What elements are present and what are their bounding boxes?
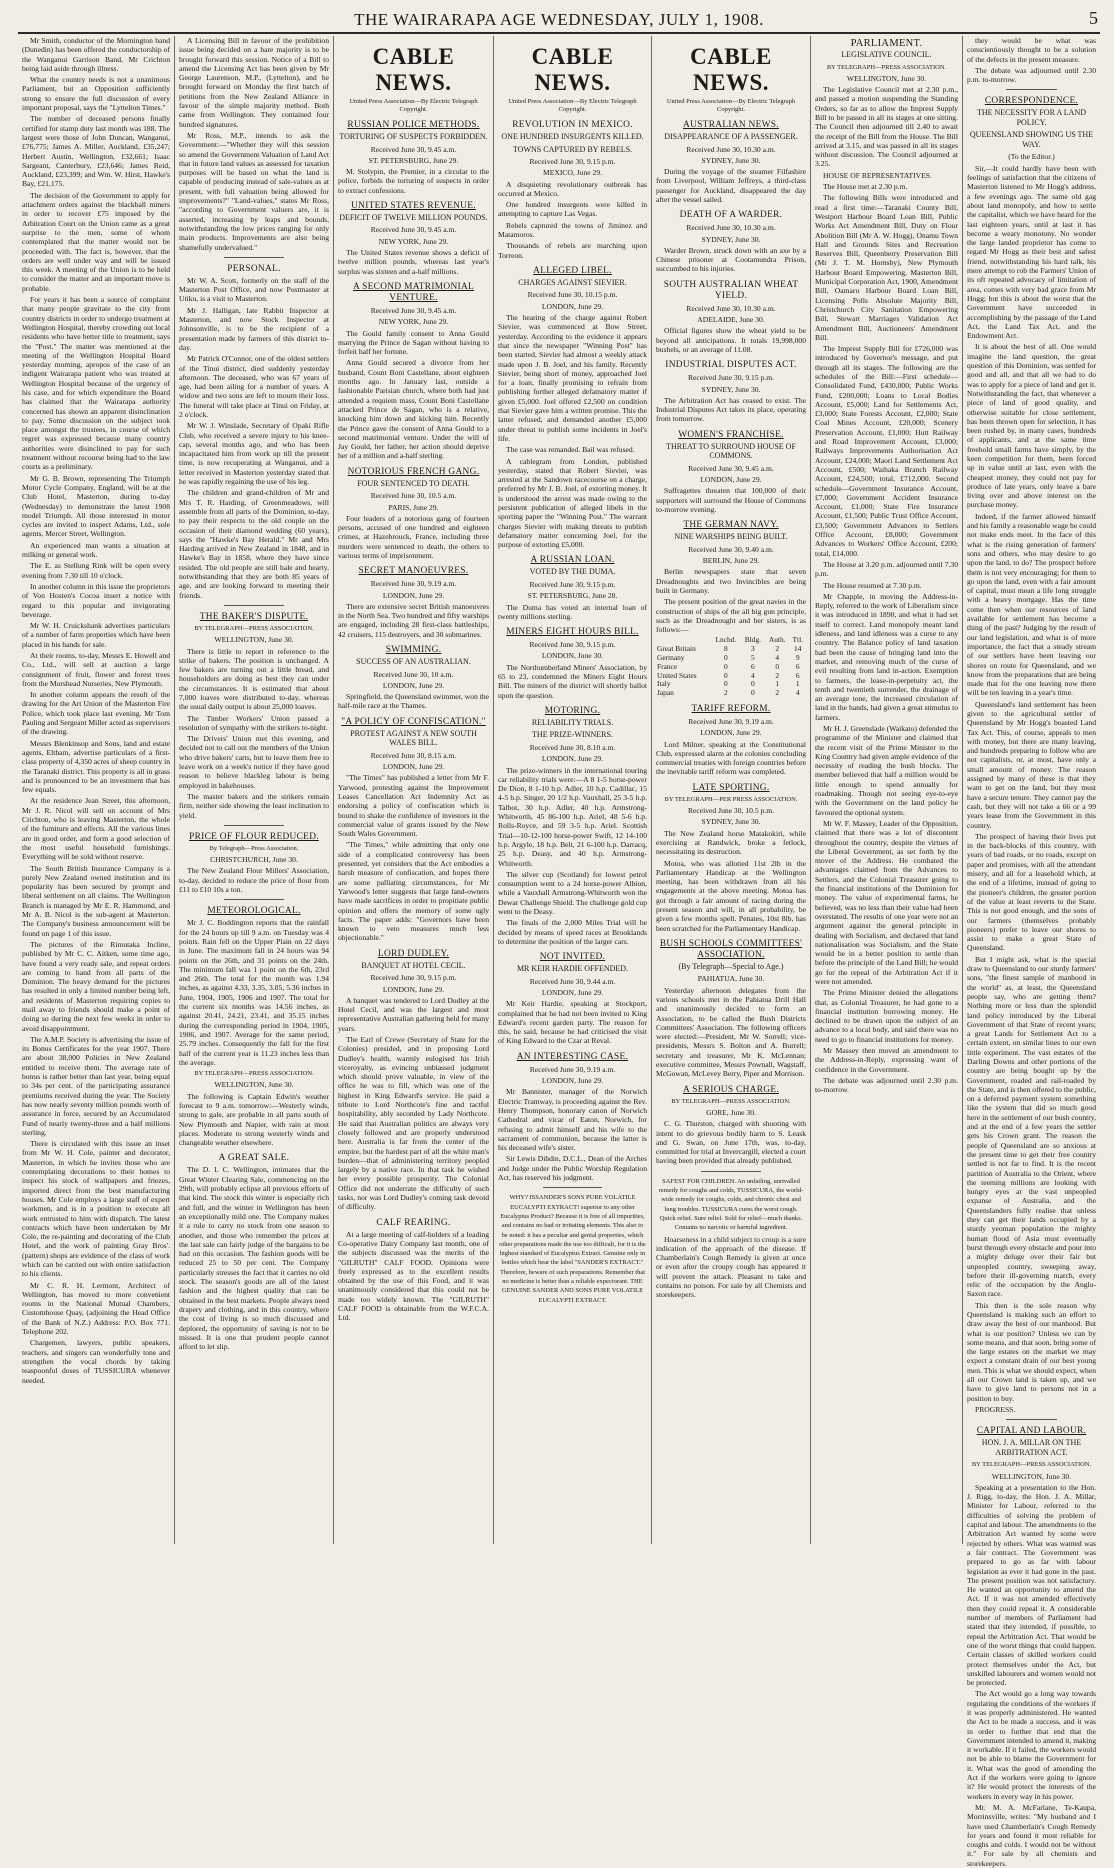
dateline: LONDON, June 29. — [700, 475, 762, 485]
story-body: Yesterday afternoon delegates from the various schools met in the Pahiatua Drill Hall and unanimously decided to form an Association, to be called the Bush Districts Committees' Association. The following officers were elected:—President, Mr W. Sorrell; vice-presidents, Messrs S. Bolton and A. Burrell; secretary and treasurer, Mr K. McLennan; executive committee, Messrs Pownall, Wagstaff, McGowan, McLevey Berry, Piper and Morrison. — [656, 985, 806, 1079]
separator — [1006, 1419, 1058, 1420]
dateline: ST. PETERSBURG, June 29. — [368, 155, 459, 165]
paragraph: The Imprest Supply Bill for £726,000 was introduced by Governor's message, and put through all its stages. The following are the schedules of the Bill:—First schedule—Consolidated Fund, £430,000; Public Works Fund, £200,000; Loans to Local Bodies Account, £5,000; Land for Settlements Act, £3,000; State Forests Account, £2,000; State Coal Mines Account, £20,000; Scenery Preservation Account, £1,000; Hutt Railway and Road Improvement Account, £3,000; Railways Improvements Authorisation Act Account, £24,000; Maori Land Settlement Act Account, £500; Waihaka Branch Railway Account, £24,500; total, £712,000. Second schedule—Government Insurance Account, £7,000; Government Accident Insurance Account, £1,000; State Fire Insurance Account, £1,500; Public Trust Office Account, £3,500; Government Advances to Settlers Office Account, £8,000; Government Advances to Workers' Office Account, £200; total, £14,000. — [815, 344, 958, 558]
paragraph: The case was remanded. Bail was refused. — [506, 445, 635, 455]
matrimonial-heading: A SECOND MATRIMONIAL VENTURE. — [352, 281, 475, 303]
paragraph: HOUSE OF REPRESENTATIVES. — [823, 170, 932, 180]
story-body: During the voyage of the steamer Filfashire from Liverpool, William Jeffreys, a third-class passenger for Auckland, disappeared the day after the vessel sailed. — [656, 167, 806, 204]
capital-labour-heading: CAPITAL AND LABOUR. — [976, 1426, 1087, 1437]
parliament-paragraphs — [815, 85, 958, 1094]
russian-police-subheading: TORTURING OF SUSPECTS FORBIDDEN. — [339, 132, 488, 141]
paragraph: For years it has been a source of complaint that many people gravitate to the city from country districts in order to undergo treatment at Wellington Hospital, thereby crowding out local residents who have better title to treatment, says the "Post." The matter was mentioned at the meeting of the Wellington Hospital Board yesterday morning, apropos of the case of an indigent Wairarapa patient who was treated at Wellington Hospital because of the urgency of his case, and for which expenditure the Board has claimed that the Wairarapa authority concerned has shown an apparent disinclination to pay. Some discussion on the subject took place amongst the trustees, in course of which regret was expressed because many country authorities were disinclined to pay for such treatment without recourse being had to the law courts as a preliminary. — [22, 295, 170, 472]
dateline: ADELAIDE, June 30. — [697, 315, 765, 325]
table-cell: 6 — [795, 670, 800, 680]
story-body: M. Stolypin, the Premier, in a circular to the police, forbids the torturing of suspects in order to extract confessions. — [338, 167, 489, 195]
separator — [224, 899, 284, 900]
paragraph: The debate was adjourned until 2.30 p.m. to-morrow. — [967, 65, 1096, 85]
received-line: Received June 30, 10.30 a.m. — [686, 223, 776, 233]
parliament-byline: BY TELEGRAPH—PRESS ASSOCIATION. — [826, 63, 947, 71]
paragraph: But I might ask, what is the special draw to Queensland to our sturdy farmers' sons, "the finest sample of manhood in the world" as, at least, the Queensland people say, who are getting them? Nothing more or less than the splendid land policy introduced by the Liberal Government of that State of recent years; a great Lands for Settlement Act to a certain extent, on similar lines to our own little experiment. The vast estates of the Darling Downs and other portions of the country are being bought up by the Government, roaded and rail-roaded by the State, and is then offered to the public, on a deferred payment system something like the system that did so much good here in the settlement of our bush country, and at the end of a few years the settler gets his Crown grant. The reason the people of Queensland are so anxious at the present time to get their free country settled is not far to find. It is the recent partition of Australia to the Orient, where the teeming millions are looking with hungry eyes at the vast unpeopled expanse of Australia, and the Queenslanders fully realise that unless they can get their lands occupied by a sturdy yeoman population the mighty human flood of Asia must eventually burst through every obstacle and pour into a mighty deluge over their fair but unpeopled country, sweeping away, before their ill-governing march, every relic of the occupation by the Anglo-Saxon race. — [967, 954, 1096, 1299]
paragraph: The A.M.P. Society is advertising the issue of its Bonus Certificates for the year 1907. There are about 38,000 Policies in New Zealand entitled to receive them. The average rate of bonus is rather better than last year, being equal to 34s per cent. of the participating assurance premiums received during the year. The Society has now nearly seventy million pounds worth of assurance in force, secured by an Accumulated Fund of nearly twenty-three and a half millions sterling. — [22, 1034, 170, 1137]
german-navy-subheading: NINE WARSHIPS BEING BUILT. — [674, 532, 788, 542]
swimming-subheading: SUCCESS OF AN AUSTRALIAN. — [356, 657, 471, 667]
received-line: Received June 30, 10.15 p.m. — [527, 290, 618, 300]
dateline: SYDNEY, June 30. — [701, 234, 761, 244]
dateline: LONDON, June 29. — [382, 680, 445, 690]
table-cell: 0 — [751, 688, 755, 698]
received-line: Received June 30, 9.19 a.m. — [688, 716, 774, 726]
paragraph: Rebels captured the towns of Jiminez and Matamoros. — [498, 220, 647, 240]
mexico-subheading: ONE HUNDRED INSURGENTS KILLED. — [501, 132, 644, 141]
great-sale-body: The D. I. C. Wellington, intimates that the Great Winter Clearing Sale, commencing on the 29th, will probably eclipse all previous efforts of that kind. The stock this winter is especially rich and full, and the winter in Wellington has been an exceptionally mild one. The Company makes it a rule to carry no stock from one season to another, and those who remember the prices at the last sale can fairly judge of the bargains to be had on this occasion. The fashion goods will be reduced 25 to 50 per cent. The Company particularly stresses the fact that it carries no old stock. The season's goods are all of the latest fashion and the highest quality that can be obtained in the best markets. People always need drapery and clothing, and in this country, where the cost of living is so much discussed and deplored, the opportunity of saving is not to be missed. It is one that prudent people cannot afford to let slip. — [179, 1165, 329, 1352]
not-invited-subheading: MR KEIR HARDIE OFFENDED. — [516, 964, 629, 974]
queensland-subheading: QUEENSLAND SHOWING US THE WAY. — [969, 130, 1094, 149]
paragraph: Mr W. F. Massey, Leader of the Opposition, claimed that there was a lot of discontent throughout the country, despite the virtues of the Liberal Government, as set forth by the mover of the Address. He combated the advantages claimed from the Advances to Settlers, and the Colonial Treasurer going to the financial institutions of the Dominion for money. The value of experimental farms, he believed, was no less than their value had been overstated. The results of one year were not an argument against the general principle in dealing with Socialism, and declared that land nationalisation was Socialism, and the State would be in a better position to settle than before the principle of the Land Bill; he would go for the repeal of the Arbitration Act if it were not amended. — [815, 818, 958, 986]
table-cell: 6 — [795, 661, 800, 671]
tariff-reform-heading: TARIFF REFORM. — [691, 703, 771, 714]
received-line: Received June 30, 9.45 a.m. — [688, 463, 774, 473]
bush-schools-heading: BUSH SCHOOLS COMMITTEES' ASSOCIATION. — [659, 938, 803, 960]
paragraph: The hearing of the charge against Robert Sievier, was commenced at Bow Street, yesterday. According to the evidence it appears that since the newspaper "Winning Post" has been started, Sievier had almost a weekly attack made upon J. B. Joel, and his family. Recently Sievier, being short of money, approached Joel for a loan, finally promising to refrain from publishing further alleged defamatory matter if given £5,000. Joel offered £2,500 on condition that Sievier gave him a written promise. This the latter refused, and demanded another £5,000 under threat to publish some incidents in Joel's life. — [498, 313, 647, 443]
australian-news-heading: AUSTRALIAN NEWS. — [683, 120, 779, 130]
received-line: Received June 30, 10.30 a.m. — [686, 144, 776, 154]
dispute-paragraphs — [179, 647, 329, 820]
dateline: LONDON, June 29. — [382, 984, 445, 994]
passenger-subheading: DISAPPEARANCE OF A PASSENGER. — [664, 132, 798, 141]
dateline: LONDON, June 29. — [700, 728, 762, 738]
paragraph: The Prime Minister denied the allegations that, as Colonial Treasurer, he had gone to a financial institution borrowing money. He declined to be drawn upon the subject of an advance to a local body, and said there was no need to go to financial institutions for money. — [815, 988, 958, 1044]
story-body: Berlin newspapers state that seven Dreadnoughts and two Invincibles are being built in Germany. — [656, 567, 806, 595]
paragraph: Chargemen, lawyers, public speakers, teachers, and singers can wonderfully tone and strengthen the vocal chords by taking teaspoonful doses of TUSSICURA whenever needed. — [22, 1338, 170, 1385]
flour-heading: PRICE OF FLOUR REDUCED. — [189, 831, 319, 842]
paragraph: The Act would go a long way towards regulating the conditions of the workers if it was properly administered. He wanted the Act to be made a success, and it was in order to further that end that the Government intended to amend it, making it workable. If it failed, the workers would not be able to blame the Government for it. What was the good of amending the Act if the workers were going to ignore it? He would protect the interests of the workers in every way in his power. — [967, 1689, 1096, 1801]
weather-byline: BY TELEGRAPH—PRESS ASSOCIATION. — [194, 1070, 314, 1078]
calf-rearing-heading: CALF REARING. — [376, 1217, 451, 1228]
received-line: Received June 30, 8.15 a.m. — [370, 750, 457, 760]
meteorological-body: Mr J. C. Boddington reports that the rainfall for the 24 hours up till 9 a.m. on Tuesday was 4 points. Rain fell on the Upper Plain on 22 days in June. The maximum fall in 24 hours was 94 points on the 26th, and 31 points on the 24th. The minimum fall was 1 point on the 6th, 23rd and 26th. The total for the month was 1.94 inches, as against 4.33, 3.35, 3.05, 5.36 inches in June, 1904, 1905, 1906 and 1907. The total for the current six months was 14.56 inches, as against 20.41, 24.21, 23.41, and 35.15 inches during the corresponding period in 1904, 1905, 1906, and 1907. Average for the same period, 25.79 inches. Consequently the fall for the first half of the current year is 11.23 inches less than the average. — [179, 918, 329, 1067]
table-cell: 2 — [775, 688, 780, 698]
paragraph: PROGRESS. — [975, 1404, 1016, 1414]
table-cell: Italy — [657, 679, 671, 689]
separator — [224, 257, 284, 258]
local-news-paragraphs — [22, 36, 170, 1385]
dateline: GORE, June 30. — [706, 1107, 756, 1117]
masthead — [18, 8, 1100, 34]
paragraph: Mr J. Halligan, late Rabbit Inspector at Masterton, and now Stock Inspector at Johnsonville, is to be the recipient of a presentation made by farmers of this district to-day. — [179, 305, 329, 352]
paragraph: The Timber Workers' Union passed a resolution of sympathy with the strikers to-night. — [179, 713, 329, 732]
paragraph: An experienced man wants a situation at milking or general work. — [22, 540, 170, 560]
table-row — [656, 680, 806, 689]
weather-body: The following is Captain Edwin's weather forecast to 9 a.m. tomorrow:—Westerly winds, strong to gale, are probable in all parts south of New Plymouth and Napier, with rain at most places. Moderate to strong westerly winds and changeable weather elsewhere. — [179, 1091, 329, 1148]
table-cell: 1 — [775, 679, 780, 689]
charge-byline: BY TELEGRAPH—PRESS ASSOCIATION. — [671, 1097, 791, 1105]
alleged-libel-subheading: CHARGES AGAINST SIEVIER. — [518, 277, 627, 287]
dispute-byline: BY TELEGRAPH—PRESS ASSOCIATION. — [194, 624, 314, 632]
story-body: The Northumberland Miners' Association, by 65 to 23, condemned the Miners Eight Hours Bill. The miners of the district will shortly ballot upon the question. — [498, 662, 647, 700]
mexico-heading: REVOLUTION IN MEXICO. — [512, 120, 633, 130]
flour-byline: By Telegraph—Press Association. — [209, 844, 299, 852]
confiscation-subheading: PROTEST AGAINST A NEW SOUTH WALES BILL. — [350, 728, 477, 748]
paragraph: Mr W. H. Cruickshank advertises particulars of a number of farm properties which have been placed in his hands for sale. — [22, 621, 170, 649]
correspondence-heading: CORRESPONDENCE. — [984, 96, 1079, 107]
bush-schools-subheading: (By Telegraph—Special to Age.) — [678, 961, 784, 971]
dateline: WELLINGTON, June 30. — [991, 1471, 1072, 1481]
dateline: MEXICO, June 29. — [542, 168, 603, 178]
paragraph: The House met at 2.30 p.m. — [823, 182, 908, 192]
table-cell: 8 — [724, 644, 728, 654]
dateline: LONDON, June 29. — [541, 301, 604, 311]
dateline: PAHIATUA, June 30. — [697, 974, 765, 984]
table-cell: 0 — [724, 661, 728, 671]
story-body: Springfield, the Queensland swimmer, won the half-mile race at the Thames. — [338, 692, 489, 711]
warder-heading: DEATH OF A WARDER. — [679, 210, 783, 221]
flour-dateline: CHRISTCHURCH, June 30. — [210, 855, 298, 865]
industrial-disputes-heading: INDUSTRIAL DISPUTES ACT. — [665, 360, 797, 371]
table-cell: 0 — [775, 661, 780, 671]
paragraph: A disquieting revolutionary outbreak has occurred at Mexico. — [498, 179, 647, 198]
paragraph: The E. as Stellung Rink will be open every evening from 7.30 till 10 o'clock. — [22, 561, 170, 580]
story-body: The New Zealand horse Matakokiri, while exercising at Randwick, broke a fetlock, necessitating its destruction. — [656, 828, 806, 857]
table-cell: 5 — [751, 652, 755, 662]
paragraph: Mr Massey then moved an amendment to the Address-in-Reply, expressing want of confidence in the Government. — [815, 1046, 958, 1074]
paragraph: Mr G. B. Brown, representing The Triumph Motor Cycle Company, England, will be at the Club Hotel, Masterton, during to-day (Wednesday) to demonstrate the latest 1908 model Triumph. All those interested in motor cycles are invited to inspect Adams, Ltd., sole agents, Mercer Street, Wellington. — [22, 473, 170, 539]
paragraph: What the country needs is not a unanimous Parliament, but an Opposition sufficiently strong to ensure the full discussion of every important proposal, says the "Lyttelton Times." — [22, 75, 170, 113]
paragraph: There is circulated with this issue an inset from Mr W. H. Cole, painter and decorator, Masterton, in which he invites those who are contemplating decorations to their homes to inspect his stock of wallpapers and friezes, imported direct from the best manufacturing houses. Mr Cole employs a large staff of expert workmen, and is in a position to execute all work entrusted to him with dispatch. The latest contracts which have been undertaken by Mr Cole, the re-painting and decorating of the Club Hotel, and the work of painting Gray Bros'. (pattern) shops are evidence of the class of work which can be carried out with entire satisfaction to his clients. — [22, 1139, 170, 1279]
story-body: The Arbitration Act has ceased to exist. The Industrial Disputes Act takes its place, operating from tomorrow. — [656, 395, 806, 424]
table-row — [656, 689, 806, 698]
capital-labour-subheading: HON. J. A. MILLAR ON THE ARBITRATION ACT. — [981, 1438, 1082, 1457]
paragraph: Mr Smith, conductor of the Mornington band (Dunedin) has been offered the conductorship of the Wanganui Garrison Band, Mr Crichton being laid aside through illness. — [22, 36, 170, 73]
dateline: LONDON, June 29. — [541, 754, 604, 764]
paragraph: "The Times," while admitting that only one side of a complicated controversy has been presented, yet considers that the Act embodies a harsh measure of confiscation, and hopes there are some palliating circumstances, for Mr Yarwood's letter suggests that large land-owners have made sacrifices in order to propitiate public opinion and offers the memory of some ugly facts. The paper adds: "Governors have been known to veto measures much less objectionable." — [338, 840, 489, 943]
story-body: The finals of the 2,000 Miles Trial will be decided by means of speed races at Brooklands to determine the position of the larger cars. — [498, 918, 647, 946]
womens-franchise-heading: WOMEN'S FRANCHISE. — [678, 429, 784, 440]
dreadnought-table — [656, 636, 806, 698]
bakers-dispute-heading: THE BAKER'S DISPUTE. — [199, 611, 309, 622]
chamberlain-advertisement: Hoarseness in a child subject to croup is a sure indication of the approach of the disease. If Chamberlain's Cough Remedy is given at once or even after the croupy cough has appeared it will prevent the attack. Pleasant to take and contains no poison. For sale by all Chemists and storekeepers. — [656, 1234, 806, 1300]
received-line: Received June 30, 9.45 a.m. — [370, 305, 457, 315]
received-line: Received June 30, 9.19 a.m. — [529, 1064, 616, 1074]
story-body: Lord Milner, speaking at the Constitutional Club, expressed alarm at the colonies concluding commercial treaties with foreign countries before the inevitable tariff reform was completed. — [656, 739, 806, 777]
meteorological-heading: METEOROLOGICAL. — [207, 906, 301, 917]
story-body: The present position of the great navies in the construction of ships of the all big gun principle, such as the Dreadnought and her sisters, is as follows:— — [656, 597, 806, 635]
confiscation-paragraphs — [338, 773, 489, 942]
paragraph: Mr. M. A. McFarlane, Te-Kaupa, Morrinsville, writes: "My husband and I have used Chamberlain's Cough Remedy for years and found it most reliable for coughs and colds. I would not be without it." For sale by all chemists and storekeepers. — [967, 1802, 1096, 1868]
received-line: Received June 30, 8.10 a.m. — [529, 742, 616, 752]
received-line: Received June 30, 9.15 p.m. — [370, 973, 457, 983]
paragraph: The Gould family consent to Anna Gould marrying the Prince de Sagan without having to forfeit half her fortune. — [338, 328, 489, 357]
parliament-heading: PARLIAMENT. — [850, 38, 923, 49]
table-cell: Japan — [657, 688, 674, 698]
story-body: The Duma has voted an internal loan of twenty millions sterling. — [498, 602, 647, 621]
swimming-heading: SWIMMING. — [385, 645, 442, 656]
separator — [224, 825, 284, 826]
table-cell: 4 — [751, 670, 755, 680]
story-body: Mr Bannister, manager of the Norwich Electric Tramway, is proceeding against the Rev. Henry Thompson, honorary canon of Norwich Cathedral and vicar of Eaton, Norwich, for refusing to admit himself and his wife to the sacrament of communion, because the latter is his deceased wife's sister. — [498, 1087, 647, 1153]
late-sporting-heading: LATE SPORTING. — [692, 782, 770, 793]
continued-paragraphs — [967, 36, 1096, 84]
paragraph: In another column in this issue the proprietors of Von Hosten's Cocoa insert a notice with regard to this popular and invigorating beverage. — [22, 581, 170, 619]
to-the-editor: (To the Editor.) — [1008, 152, 1055, 162]
dateline: NEW YORK, June 29. — [378, 317, 449, 327]
womens-franchise-subheading: THREAT TO SURROUND HOUSE OF COMMONS. — [666, 441, 796, 461]
dateline: SYDNEY, June 30. — [701, 155, 761, 165]
dateline: LONDON, June 29. — [541, 1076, 604, 1086]
table-cell: 2 — [775, 670, 780, 680]
paragraph: Mr Patrick O'Connor, one of the oldest settlers of the Tinui district, died suddenly yesterday afternoon. The deceased, who was 67 years of age, had been ailing for a number of years. A widow and two sons are left to mourn their loss. The funeral will take place at Tinui on Friday, at 2 o'clock. — [179, 354, 329, 419]
newspaper-title: THE WAIRARAPA AGE WEDNESDAY, JULY 1, 1908. — [354, 10, 764, 29]
secret-manoeuvres-heading: SECRET MANOEUVRES. — [358, 566, 469, 577]
story-body: Four leaders of a notorious gang of fourteen persons, accused of one hundred and eighteen crimes, at Hazebrouck, France, including three murders were sentenced to death, the others to various terms of imprisonment. — [338, 513, 489, 560]
separator — [543, 1187, 603, 1188]
russian-loan-heading: A RUSSIAN LOAN. — [530, 555, 615, 566]
received-line: Received June 30, 9.15 p.m. — [529, 579, 616, 589]
table-cell: 0 — [751, 679, 755, 689]
table-cell: France — [657, 661, 678, 671]
table-cell: 6 — [751, 661, 755, 671]
table-cell: United States — [657, 670, 697, 680]
dateline: NEW YORK, June 29. — [378, 236, 449, 246]
table-cell: 0 — [724, 670, 728, 680]
labour-byline: BY TELEGRAPH—PRESS ASSOCIATION. — [971, 1461, 1092, 1469]
received-line: Received June 30, 10.5 a.m. — [370, 491, 457, 501]
table-cell: 4 — [775, 652, 780, 662]
dateline: LONDON, June 30. — [541, 651, 604, 661]
miners-heading: MINERS EIGHT HOURS BILL. — [506, 627, 639, 638]
paragraph: The number of deceased persons finally certified for stamp duty last month was 188. The largest were those of John Duncan, Wanganui, £76,775; James A. Miller, Auckland, £35,247; Herbert Austin, Wellington, £32,661; Isaac Sargeant, Canterbury, £23,646; James Reid, Auckland, £23,399; and Wm. W. Hirst, Hawke's Bay, £21,175. — [22, 114, 170, 189]
cable-credit: United Press Association—By Electric Telegraph Copyright. — [666, 98, 796, 113]
story-body: The prize-winners in the international touring car reliability trials were:—A 8 1-5 horse-power De Dion, 8 1-10 h.p. Adler, 10 h.p. Cadillac, 15 4-5 h.p. Singer, 20 1/2 h.p. Vauxhall, 25 3-5 h.p. Talbot, 30 h.p. Adler, 40 h.p. Armstrong-Whitworth, 45 86-100 h.p. Ariel, 48 5-6 h.p. Rolls-Royce, and 59 3-5 h.p. Ariel. Scottish Trial—10-12-100 horse-power Swift, 12 14-100 h.p. Argyle, 18 h.p. Belt, 21 6-100 h.p. Darracq, 25 h.p. Deasy, and 40 h.p. Armstrong-Whitworth. — [498, 765, 647, 868]
story-body: Warder Brown, struck down with an axe by a Chinese prisoner at Cootamundra Prison, succumbed to his injuries. — [656, 245, 806, 274]
page-number: 5 — [1089, 8, 1098, 28]
table-header-cell: Ttl. — [792, 635, 803, 645]
paragraph: The decision of the Government to apply for attachment orders against the blackball miners in order to recover £75 imposed by the Arbitration Court on the Union came as a great surprise to the men, some of whom contemplated that the matter would not be proceeded with. The fact is, however, that the orders are well under way and will be issued this week. A meeting of the Union is to be held to consider the matter and an important move is probable. — [22, 190, 170, 293]
table-cell: 2 — [775, 644, 780, 654]
table-header-cell: Bldg. — [744, 635, 762, 645]
motoring-subheading: RELIABILITY TRIALS. — [531, 717, 614, 727]
german-navy-heading: THE GERMAN NAVY. — [683, 520, 779, 531]
table-cell: 0 — [724, 652, 728, 662]
flour-body: The New Zealand Flour Millers' Association, to-day, decided to reduce the price of flour from £11 to £10 10s a ton. — [179, 866, 329, 895]
table-row — [656, 672, 806, 681]
mexico-subheading-2: TOWNS CAPTURED BY REBELS. — [512, 144, 633, 154]
alleged-libel-heading: ALLEGED LIBEL. — [533, 265, 612, 276]
dateline: PARIS, June 29. — [388, 502, 439, 512]
column-1 — [18, 36, 174, 1544]
paragraph: they would be what was conscientiously thought to be a solution of the defects in the present measure. — [967, 36, 1096, 64]
received-line: Received June 30, 9.45 a.m. — [370, 144, 457, 154]
received-line: Received June 30, 10 a.m. — [373, 669, 454, 679]
table-cell: 2 — [724, 688, 728, 698]
story-body: Official figures show the wheat yield to be beyond all anticipations. It totals 19,998,000 bushels, or an average of 11.08. — [656, 326, 806, 354]
russian-loan-subheading: VOTED BY THE DUMA. — [529, 567, 616, 577]
received-line: Received June 30, 9.19 a.m. — [370, 579, 457, 589]
paragraph: Mr C. R. H. Lermont, Architect of Wellington, has moved to more convenient rooms in the National Mutual Chambers, Customhouse Quay, (adjoining the Head Office of the Bank of N.Z.) Address: P.O. Box 771. Telephone 202. — [22, 1280, 170, 1337]
received-line: Received June 30, 9.40 a.m. — [688, 544, 774, 554]
story-body: The silver cup (Scotland) for lowest petrol consumption went to a 24 horse-power Albion, while a Vauxhall Armstrong-Whitworth won the Dewar Challenge Shield. The challenge gold cup went to the Deasy. — [498, 869, 647, 916]
paragraph: The prospect of having their lives put in the back-blocks of this country, with years of bad roads, or no roads, except on paper and promises, with all the attendant misery, and all for a leasehold which, at the end of a lifetime, instead of going to the pioneer's children, the greater portion of the value at least reverts to the State. This is not good enough, and the sons of our farmers (themselves probably pioneers) prefer to leave our shores to assist to make a great State of Queensland. — [967, 831, 1096, 953]
table-cell: 14 — [794, 644, 802, 654]
lord-dudley-heading: LORD DUDLEY. — [377, 948, 450, 959]
legislative-council-subheading: LEGISLATIVE COUNCIL. — [841, 50, 932, 59]
paragraph: This then is the sole reason why Queensland is making such an effort to draw away the best of our manhood. But what is our position? Unless we can by some means, and that soon, bring some of the large estates on the market we may expect a constant drain of our best young men. This is what we should expect, when all our Crown land is taken up, and we have to give land to persons not in a position to buy. — [967, 1300, 1096, 1403]
cable-news-banner: CABLE NEWS. — [690, 44, 772, 95]
calf-rearing-body: At a large meeting of calf-holders of a leading Co-operative Dairy Company last month, one of the subjects discussed was the merits of the "GILRUTH" CALF FOOD. Opinions were freely expressed as to the excellent results obtained by the use of this Food, and it was unanimously considered that this could not be made too widely known. The "GILRUTH" CALF FOOD is obtainable from the W.F.C.A. Ltd. — [338, 1229, 489, 1323]
us-revenue-heading: UNITED STATES REVENUE. — [351, 200, 476, 211]
table-cell: 9 — [795, 652, 800, 662]
received-line: Received June 30, 9.15 p.m. — [687, 373, 775, 383]
paragraph: One hundred insurgents were killed in attempting to capture Las Vegas. — [498, 200, 647, 219]
paragraph: The Legislative Council met at 2.30 p.m., and passed a motion suspending the Standing Orders, so far as to allow the Imprest Supply Bill to be passed in all its stages at one sitting. The Council then adjourned till 2.40 to await the receipt of the Bill from the House. The Bill arrived at 3.15, and was passed in all its stages without discussion. The Council adjourned at 3.25. — [815, 85, 958, 169]
personal-heading: PERSONAL. — [227, 263, 281, 274]
paragraph: There is little to report in reference to the strike of bakers. The position is unchanged. A few bakers are turning out a little bread, and householders are doing as best they can under the circumstances. It is estimated that about 7,000 loaves were distributed to-day, whereas the usual daily output is about 25,000 loaves. — [179, 646, 329, 712]
mexico-paragraphs — [498, 180, 647, 260]
matrimonial-paragraphs — [338, 329, 489, 461]
table-cell: 0 — [724, 679, 728, 689]
separator — [701, 1171, 761, 1172]
confiscation-heading: "A POLICY OF CONFISCATION." — [341, 716, 486, 727]
separator — [224, 605, 284, 606]
column-7 — [963, 36, 1100, 1868]
paragraph: A cablegram from London, published yesterday, stated that Robert Sievier, was arrested at the Sandown racecourse on a charge, preferred by Mr J. B. Joel, of extorting money. It is understood the arrest was made owing to the persistent publication of alleged libels in the sporting paper the "Winning Post." The warrant charges Sievier with making threats to publish defamatory matter concerning Joel, for the purpose of extorting £5,000. — [498, 456, 647, 550]
dispute-dateline: WELLINGTON, June 30. — [214, 635, 294, 645]
not-invited-heading: NOT INVITED. — [539, 952, 606, 963]
table-header-cell: Auth. — [768, 635, 786, 645]
story-body: Motoa, who was allotted 11st 2lb in the Parliamentary Handicap at the Wellington meeting, has been withdrawn from all his engagements at the above meeting. Motoa has got through a fair amount of racing during the present season and will, in all probability, be given a few months spell. Penates, 10st 8lb, has been scratched for the Parliamentary Handicap. — [656, 858, 806, 933]
dateline: BERLIN, June 29. — [702, 556, 760, 566]
paragraph: A banquet was tendered to Lord Dudley at the Hotel Cecil, and was the largest and most representative Australian gathering held for many years. — [338, 995, 489, 1033]
received-line: Received June 30, 9.15 p.m. — [529, 640, 616, 650]
tussicura-advertisement: SAFEST FOR CHILDREN. An unfailing, unrivalled remedy for coughs and colds, TUSSICURA, the world-wide remedy for coughs, colds, and chronic chest and lung troubles. TUSSICURA cures the worst cough. Quick relief. Sure relief. Sold for relief—much thanks. Contains no narcotic or harmful ingredient. — [658, 1177, 804, 1232]
paragraph: Messrs Blenkinsop and Sons, land and estate agents, Eltham, advertise particulars of a first-class property of 4,350 acres of sheep country in the Taranaki district. This property is all in grass and is pronounced to be an investment that has few equals. — [22, 738, 170, 795]
story-body: There are extensive secret British manoeuvres in the North Sea. Two hundred and fifty warships are engaged, including 28 first-class battleships, 42 cruisers, 115 destroyers, and 30 submarines. — [338, 601, 489, 639]
wheat-yield-heading: SOUTH AUSTRALIAN WHEAT YIELD. — [663, 279, 799, 301]
column-2 — [175, 36, 333, 1544]
column-4 — [494, 36, 651, 1544]
paragraph: The children and grand-children of Mr and Mrs T. R. Harding, of Greenmeadows, will assemble from all parts of the Dominion, to-day, to pay their respects to the old couple on the occasion of their diamond wedding (60 years), says the "Hawke's Bay Herald." Mr and Mrs Harding arrived in New Zealand in 1848, and in Hawke's Bay in 1858, where they have since resided. The old people are still hale and hearty, notwithstanding that they are both 85 years of age, and are looking forward to meeting their friends. — [179, 488, 329, 600]
eucalypti-advertisement: WHY? ISSANDER'S SONS PURE VOLATILE EUCALYPTI EXTRACT! superior to any other Eucalyptus Product? Because it is free of all impurities, and contains no bad or irritating elements. This also to be noted: it has a peculiar and genial properties, which other preparations made the use too difficult, for it is the highest standard of Eucalyptus Extract. Genuine only in bottles which bear the label "SANDER'S EXTRACT." Therefore, beware of such preparations. Remember that no medicine is better than a reliable expectorant. THE GENUINE SANDER AND SONS PURE VOLATILE EUCALYPTI EXTRACT. — [499, 1194, 646, 1304]
cable-credit: United Press Association—By Electric Telegraph Copyright. — [508, 98, 637, 113]
paragraph: Mr W. A. Scott, formerly on the staff of the Masterton Post Office, and now Postmaster at Utiku, is a visit to Masterton. — [179, 275, 329, 304]
serious-charge-heading: A SERIOUS CHARGE. — [683, 1084, 779, 1095]
land-policy-subheading: THE NECESSITY FOR A LAND POLICY. — [976, 108, 1087, 127]
paragraph: Anna Gould secured a divorce from her husband, Count Boni Castellane, about eighteen months ago. In January last, outside a fashionable Parisian church, where both had just attended a requiem mass, Count Boni Castellane attacked Prince de Sagan, who is a relative, knocking him down and kicking him. Recently the Prince gave the consent of Anna Gould to a second matrimonial venture. Under the will of Jay Gould, her father, her action should deprive her of a million and a-half sterling. — [338, 358, 489, 461]
paragraph: Thousands of rebels are marching upon Torreon. — [498, 241, 647, 260]
personal-paragraphs — [179, 276, 329, 600]
french-gang-subheading: FOUR SENTENCED TO DEATH. — [357, 478, 470, 488]
paragraph: The House resumed at 7.30 p.m. — [823, 580, 922, 590]
paragraph: Sir,—It could hardly have been with feelings of satisfaction that the citizens of Masterton listened to Mr Hogg's address, a few evenings ago. The same old gag about land monopoly, and how to settle the capitalist, which we have heard for the last eighteen years, until at last it has become a weary monotony. No wonder the large landed proprietor has come to regard Mr Hogg as their best and safest friend, notwithstanding his hard talk, his mere attempt to rob the Farmers' Union of its oft repeated advocacy of limitation of area, comes with very bad grace from Mr Hogg; but this is about the worst that the Government have succeeded in accomplishing by the passage of the Land Act, the Land Tax Act, and the Endowment Act. — [967, 163, 1096, 341]
libel-paragraphs — [498, 313, 647, 549]
cable-credit: United Press Association—By Electric Telegraph Copyright. — [349, 98, 478, 113]
paragraph: The pictures of the Rimutaka Incline, published by Mr C. C. Aitken, some time ago, have found a very ready sale, and repeat orders are coming to hand from all parts of the Dominion. The heavy demand for the pictures has resulted in only a limited number being left, and residents of Masterton requiring copies to mail away to friends should make a point of doing so during the next few weeks in order to avoid disappointment. — [22, 939, 170, 1033]
interesting-case-heading: AN INTERESTING CASE. — [516, 1051, 629, 1062]
table-cell: Germany — [657, 652, 685, 662]
table-header-cell: Lnchd. — [715, 635, 737, 645]
separator — [1006, 89, 1058, 90]
story-body: C. G. Thurston, charged with shooting with intent to do grievous bodily harm to S. Leask and G. Swan, on June 17th, was, to-day, committed for trial at Invercargill, elected a court having been provided that already published. — [656, 1119, 806, 1166]
dateline: WELLINGTON, June 30. — [846, 73, 927, 83]
paragraph: "The Times" has published a letter from Mr F. Yarwood, protesting against the Improvement Leases Cancellation Act Indemnity Act as endorsing a policy of confiscation which is bound to shake the confidence of investors in the commercial value of grants issued by the New South Wales Government. — [338, 773, 489, 839]
received-line: Received June 30, 9.15 p.m. — [529, 157, 616, 166]
us-revenue-subheading: DEFICIT OF TWELVE MILLION POUNDS. — [339, 212, 488, 222]
paragraph: The following Bills were introduced and read a first time:—Taranaki County Bill, Westport Harbour Board Loan Bill, Public Works Act Amendment Bill, Duty on Flour Abolition Bill (Mr A. W. Hogg), Onamu Town Hall and Grounds Sites and Recreation Reserves Bill, Queenberry Preservation Bill (Mr J. T. M. Hornsby), New Plymouth Harbour Board Empowering, Masterton Bill, Municipal Corporation Act, 1900, Amendment Bill, Oamaru Harbour Board Loan Bill, Licensing Polls Absolute Majority Bill, Christchurch City Sanitation Empowering Bill, Stewart Marriages Validation Act Amendment Bill, Auctioneers' Amendment Bill. — [815, 193, 958, 342]
paragraph: At the residence Jean Street, this afternoon, Mr J. R. Nicol will sell on account of Mrs Crichton, who is leaving Masterton, the whole of the furniture and effects. All the various lines are in good order, and form a good selection of the most useful household furnishings. Everything will be sold without reserve. — [22, 796, 170, 862]
cable-news-banner: CABLE NEWS. — [372, 44, 455, 95]
received-line: Received June 30, 9.45 a.m. — [370, 225, 457, 235]
lord-dudley-paragraphs — [338, 996, 489, 1212]
lord-dudley-subheading: BANQUET AT HOTEL CECIL. — [361, 960, 466, 970]
paragraph: The House at 3.20 p.m. adjourned until 7.30 p.m. — [815, 559, 958, 579]
paragraph: The debate was adjourned until 2.30 p.m. to-morrow. — [815, 1075, 958, 1095]
paragraph: The South British Insurance Company is a purely New Zealand owned institution and its popularity has been secured by prompt and liberal settlement on all claims. The Wellington Branch is managed by Mr E. R. Hammond, and Mr A. B. Nicol is the sub-agent at Masterton. The Company's business announcement will be found on page 1 of this issue. — [22, 863, 170, 938]
received-line: Received June 30, 10.5 p.m. — [687, 806, 775, 816]
motoring-subheading-2: THE PRIZE-WINNERS. — [532, 730, 613, 740]
paragraph: In another column appears the result of the drawing for the Art Union of the Masterton Fire Police, which took place last evening. Mr Tom Pauling and Sergeant Miller acted as supervisors of the drawing. — [22, 690, 170, 737]
paragraph: The Drivers' Union met this evening, and decided not to call out the members of the Union who drive bakers' carts, but to leave them free to leave work on a week's notice if they have good reason to believe blackleg labour is being employed in bakehouses. — [179, 734, 329, 790]
french-gang-heading: NOTORIOUS FRENCH GANG. — [347, 466, 480, 477]
great-sale-heading: A GREAT SALE. — [218, 1153, 290, 1164]
paragraph: It is about the best of all. One would imagine the land question, the great question of this Dominion, was settled for good and all, and that all we had to do was to apply for a piece of land and get it. Notwithstanding the fact, that whenever a piece of land of good quality, and otherwise suitable for close settlement, has been thrown open for selection, it has been rushed by, in many cases, hundreds of applicants, and at the same time freehold small farms have simply, by the keen competition for them, been forced up in value until at last, even with the cheapest money, they could not pay for produce of late years, only leave a bare living over and above interest on the purchase money. — [967, 342, 1096, 510]
paragraph: At their rooms, to-day, Messrs E. Howell and Co., Ltd., will sell at auction a large consignment of fruit, flower and forest trees from the Morshead Nurseries, New Plymouth. — [22, 651, 170, 688]
story-body: Suffragettes threaten that 100,000 of their supporters will surround the House of Commons to-morrow evening. — [656, 486, 806, 514]
table-cell: Great Britain — [657, 644, 696, 654]
dateline: SYDNEY, June 30. — [701, 384, 761, 394]
paragraph: The Earl of Crewe (Secretary of State for the Colonies) presided, and in proposing Lord Dudley's health, warmly eulogised his Irish viceroyalty, as evincing unbiassed judgment which should prove valuable, in view of the office he was to fill, which was one of the highest in King Edward's service. He paid a tribute to Lord Northcote's fine and tactful hospitability, ably seconded by Lady Northcote. He said that Australian politics are always very closely followed and are properly understood here. Australia is far from the center of the empire, but the hardest part of all the white man's burden—that of administering territory peopled largely by a native race. In that task he wished her every possible prosperity. The Colonial Office did not underrate the difficulty of such tasks, nor was Lord Dudley's coming task devoid of difficulty. — [338, 1034, 489, 1212]
paragraph: Mr H. J. Greenslade (Waikato) defended the programme of the Minister and claimed that the recent visit of the Prime Minister to the King Country had given ample evidence of the necessity of reading the bush blocks. The member believed that half a million would be little enough to spend annually for roadmaking. Though not seeing eye-to-eye with the Government on the land policy he favoured the optional system. — [815, 723, 958, 817]
dateline: LONDON, June 29. — [382, 590, 445, 600]
table-cell: 4 — [795, 688, 800, 698]
weather-dateline: WELLINGTON, June 30. — [214, 1080, 294, 1090]
motoring-heading: MOTORING. — [544, 705, 601, 716]
column-6 — [811, 36, 962, 1544]
russian-police-heading: RUSSIAN POLICE METHODS. — [347, 120, 480, 130]
dateline: SYDNEY, June 30. — [701, 817, 761, 827]
received-line: Received June 30, 9.44 a.m. — [529, 976, 616, 986]
paragraph: Speaking at a presentation to the Hon. J. Rigg, to-day, the Hon. J. A. Millar, Minister for Labour, referred to the difficulties of solving the problem of capital and labour. The amendments to the Arbitration Act wanted by some were rejected by others. What was wanted was a fair contract. The Government was prepared to go as far with labour legislation as ever it had gone in the past. The present position was not satisfactory. He wanted an opportunity to amend the Act. If it was not amended effectively then they could repeal it. A considerable number of members of Parliament had stated that they intended, if possible, to repeal the Arbitration Act. That would be one of the worst things that could happen. Certain classes of skilled workers could protect themselves under the Act, but unskilled labourers and women would not be protected. — [967, 1482, 1096, 1688]
column-5 — [652, 36, 810, 1544]
story-body: Sir Lewis Dibdin, D.C.L., Dean of the Arches and Judge under the Public Worship Regulation Act, has reserved his judgment. — [498, 1154, 647, 1183]
table-cell: 3 — [751, 644, 755, 654]
sporting-byline: BY TELEGRAPH—PER PRESS ASSOCIATION. — [664, 795, 798, 803]
dateline: LONDON, June 29. — [541, 987, 604, 997]
paragraph: Mr W. J. Winslade, Secretary of Opaki Rifle Club, who received a severe injury to his knee-cap, several months ago, and who has been incapacitated him from work up till the present time, is now recuperating at Wanganui, and a letter received in Masterton yesterday stated that he was rapidly regaining the use of his leg. — [179, 421, 329, 487]
paragraph: A Licensing Bill in favour of the prohibition issue being decided on a bare majority is to be brought forward this session. Notice of a Bill to amend the Licensing Act has been given by Mr George Laurenson, M.P., (Lyttelton), and he brought forward on Monday the first batch of petitions from the New Zealand Alliance in favour of the simple majority method. Both came from Wellington. They contained four hundred signatures. — [179, 36, 329, 129]
paragraph: The master bakers and the strikers remain firm, neither side showing the least inclination to yield. — [179, 791, 329, 820]
paragraph: Mr Chapple, in moving the Address-in-Reply, referred to the work of Liberalism since it was introduced in 1890, and what it had set itself to correct. Land monopoly meant land idleness, and land idleness was a curse to any country. The Balance policy of land taxation had been the cause of bringing land into the market, and removing much of the curse of evil resulting from land in-action. Exemption to farmers, the lease-in-perpetuity act, the tenth and twentieth surrender, the drainage of an average tone, the increased circulation of land in the hands, had given a great stimulus to farmers. — [815, 591, 958, 722]
received-line: Received June 30, 10.30 a.m. — [686, 303, 776, 313]
column-3 — [334, 36, 493, 1544]
paragraph: Mr Ross, M.P., intends to ask the Government:—"Whether they will this session so amend the Government Valuation of Land Act that in future land values as assessed for taxation purposes will be based on what the land is capable of producing instead of sale-values as at present, with full valuation being allowed for improvements?" "Land-values," states Mr Ross, "according to Government valuers are, it is asserted, increasing by leaps and bounds, notwithstanding the low prices ranging for only main products. Improvements are also being shamefully undervalued." — [179, 130, 329, 252]
licensing-bill-paragraphs — [179, 36, 329, 252]
labour-paragraphs — [967, 1483, 1096, 1868]
table-cell: 1 — [795, 679, 800, 689]
dateline: ST. PETERSBURG, June 28. — [527, 591, 618, 601]
story-body: Mr Keir Hardie, speaking at Stockport, complained that he had not been invited to King Edward's recent garden party. The reason for this, he said, because he had criticised the visit of King Edward to the Czar at Reval. — [498, 999, 647, 1046]
paragraph: Indeed, if the farmer allowed himself and his family a reasonable wage he could not make ends meet. In the face of this what is the rising generation of farmers' sons and others, who may desire to go upon the land, to do? The prospect before them is not very encouraging; for them to go upon the land, even with a fair amount of capital, must mean a life long struggle with a heavy mortgage. Has the time come then when our resources of land available for settlement has become a thing of the past? Judging by the result of our land legislation, and what is of more importance, the fact that a steady stream of our settlers have been leaving our shores on route for Queensland, and we know from the preparations that are being made that for the one leaving now there will be ten leaving in a year's time. — [967, 511, 1096, 698]
cable-news-banner: CABLE NEWS. — [531, 44, 614, 95]
table-row — [656, 654, 806, 663]
story-body: The United States revenue shows a deficit of twelve million pounds, whereas last year's surplus was sixteen and a-half millions. — [338, 248, 489, 276]
paragraph: Queensland's land settlement has been given to the agricultural settler of Queensland by Mr Hogg's boasted Land Tax Act. This, of course, appeals to men with money, but there are many leaving, and hundreds preparing to follow who are not capitalists, or, at most, have only a small amount of money. The reason assigned by many of these is that they want to get on the land, but they must have a secure tenure. They cannot pay the cash, but they will not take a 66 or a 99 years lease from the Government in this country. — [967, 699, 1096, 830]
correspondence-paragraphs — [967, 164, 1096, 1414]
dateline: LONDON, June 29. — [382, 762, 445, 772]
